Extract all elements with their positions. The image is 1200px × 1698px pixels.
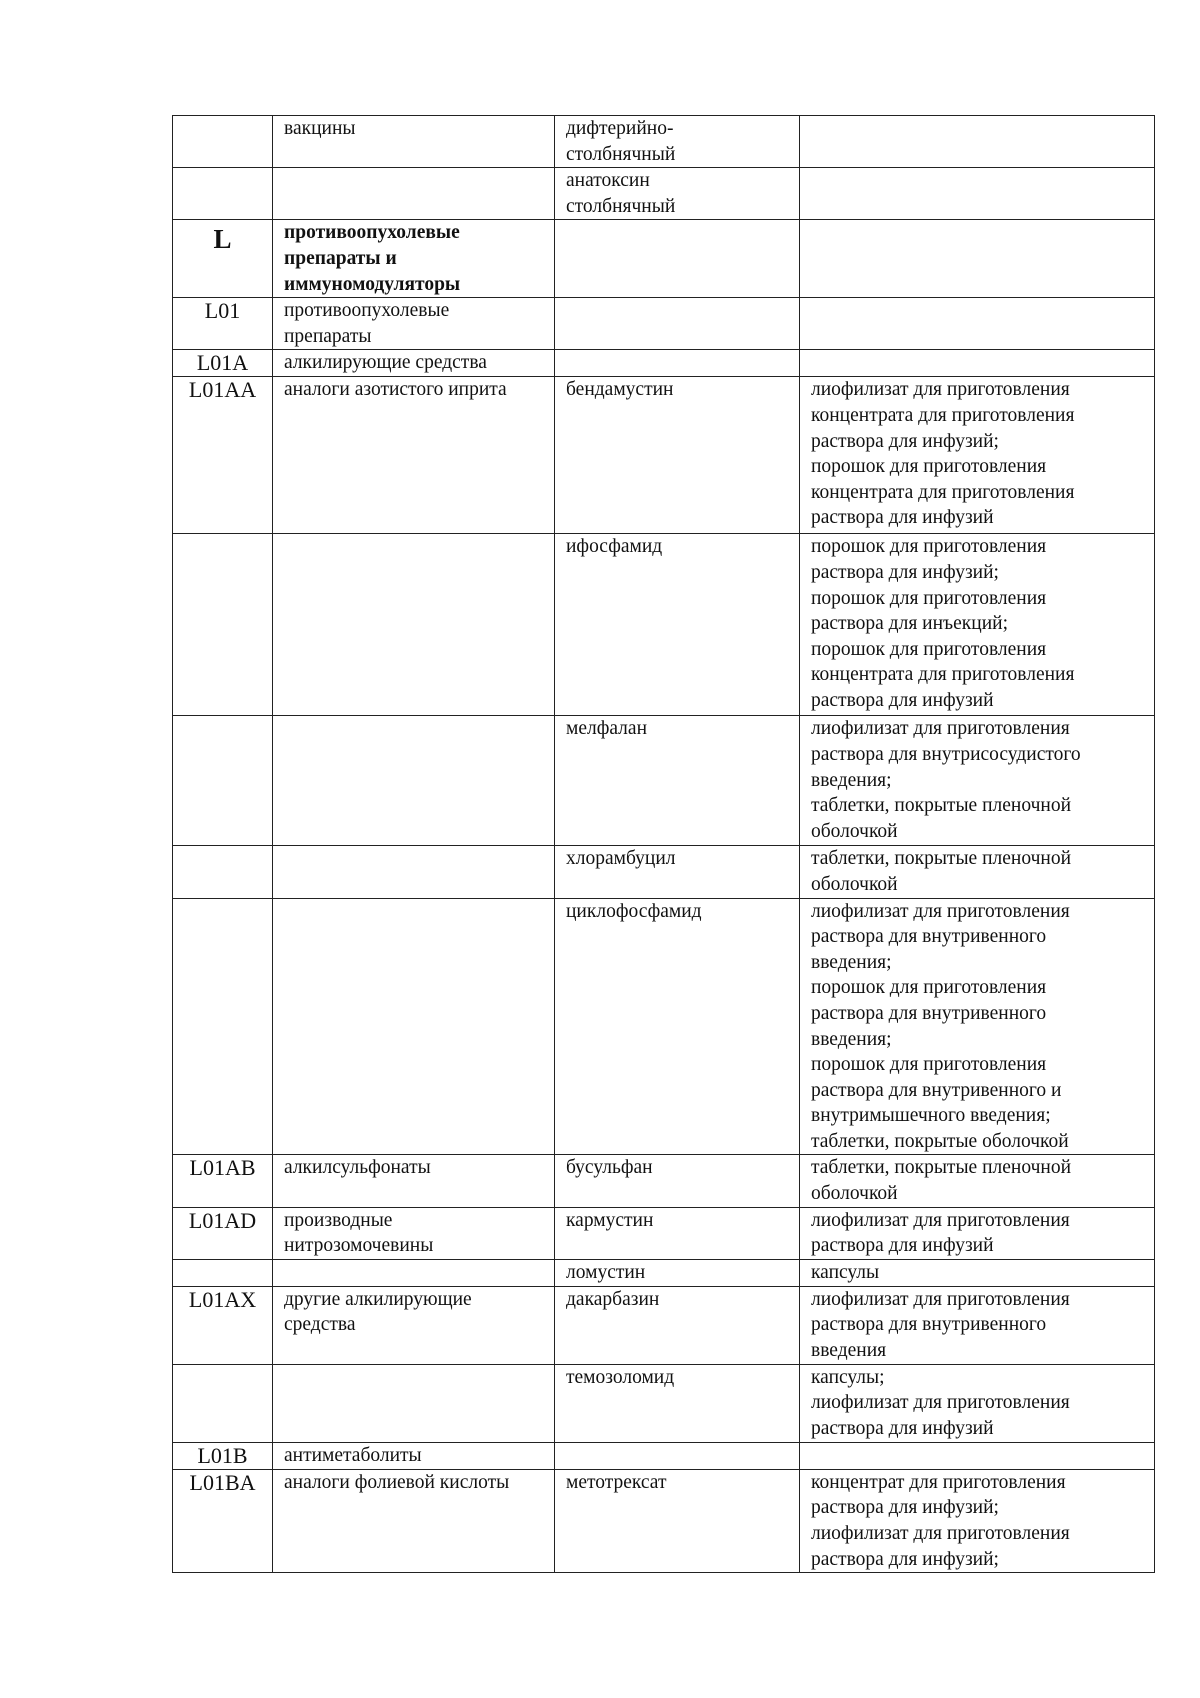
form-line: концентрат для приготовления — [811, 1471, 1066, 1493]
form-line: оболочкой — [811, 1183, 898, 1205]
group-name-cell — [273, 1207, 555, 1259]
dosage-form-cell — [800, 898, 1155, 1155]
form-line: лиофилизат для приготовления — [811, 718, 1070, 740]
group-name-cell — [273, 298, 555, 350]
group-line: препараты — [284, 325, 372, 347]
group-line: алкилсульфонаты — [284, 1157, 431, 1179]
group-line: иммуномодуляторы — [284, 273, 461, 295]
dosage-form-cell — [800, 116, 1155, 168]
substance-cell — [555, 1259, 800, 1286]
substance-line: дакарбазин — [566, 1288, 660, 1310]
group-line: аналоги азотистого иприта — [284, 379, 507, 401]
substance-cell — [555, 116, 800, 168]
form-line: порошок для приготовления — [811, 536, 1047, 558]
group-line: нитрозомочевины — [284, 1235, 434, 1257]
substance-line: ломустин — [566, 1261, 646, 1283]
substance-cell — [555, 1286, 800, 1364]
substance-line: ифосфамид — [566, 536, 663, 558]
dosage-form-cell — [800, 534, 1155, 716]
table-row — [173, 716, 1155, 846]
group-line: вакцины — [284, 118, 356, 139]
dosage-form-cell — [800, 716, 1155, 846]
form-line: лиофилизат для приготовления — [811, 379, 1070, 401]
atc-code: L01AA — [188, 377, 257, 403]
group-name-cell — [273, 350, 555, 377]
atc-code-cell — [173, 1469, 273, 1572]
form-line: раствора для внутривенного — [811, 1002, 1047, 1024]
substance-line: столбнячный — [566, 195, 676, 217]
dosage-form-cell — [800, 1364, 1155, 1442]
atc-code-cell — [173, 377, 273, 534]
form-line: раствора для внутривенного — [811, 926, 1047, 948]
group-name-cell — [273, 1155, 555, 1207]
substance-cell — [555, 846, 800, 898]
group-name-cell — [273, 1442, 555, 1469]
group-name-cell — [273, 716, 555, 846]
atc-code: L — [213, 224, 232, 255]
form-line: концентрата для приготовления — [811, 664, 1075, 686]
group-line: другие алкилирующие — [284, 1288, 472, 1310]
substance-line: анатоксин — [566, 170, 650, 192]
dosage-form-cell — [800, 298, 1155, 350]
substance-cell — [555, 716, 800, 846]
form-line: концентрата для приготовления — [811, 404, 1075, 426]
form-line: лиофилизат для приготовления — [811, 900, 1070, 922]
atc-code-cell — [173, 846, 273, 898]
form-line: оболочкой — [811, 873, 898, 895]
form-line: раствора для инфузий; — [811, 430, 999, 452]
substance-cell — [555, 1155, 800, 1207]
atc-code: L01B — [197, 1442, 248, 1468]
substance-line: бендамустин — [566, 379, 674, 401]
dosage-form-cell — [800, 1155, 1155, 1207]
group-name-cell — [273, 1286, 555, 1364]
table-row — [173, 898, 1155, 1155]
dosage-form-cell — [800, 1286, 1155, 1364]
atc-code-cell — [173, 1207, 273, 1259]
substance-cell — [555, 1469, 800, 1572]
table-row — [173, 116, 1155, 168]
form-line: раствора для инфузий — [811, 507, 994, 529]
group-name-cell — [273, 534, 555, 716]
atc-code-cell — [173, 350, 273, 377]
table-row — [173, 350, 1155, 377]
atc-code-cell — [173, 1259, 273, 1286]
form-line: лиофилизат для приготовления — [811, 1209, 1070, 1231]
substance-line: дифтерийно- — [566, 118, 674, 139]
form-line: введения; — [811, 951, 892, 973]
substance-cell — [555, 1207, 800, 1259]
dosage-form-cell — [800, 377, 1155, 534]
form-line: внутримышечного введения; — [811, 1105, 1051, 1127]
substance-line: кармустин — [566, 1209, 654, 1231]
table-row — [173, 220, 1155, 298]
form-line: таблетки, покрытые пленочной — [811, 795, 1072, 817]
group-line: препараты и — [284, 247, 397, 269]
dosage-form-cell — [800, 1207, 1155, 1259]
table-row — [173, 1207, 1155, 1259]
atc-code: L01 — [204, 298, 241, 324]
substance-cell — [555, 1364, 800, 1442]
form-line: оболочкой — [811, 820, 898, 842]
dosage-form-cell — [800, 1259, 1155, 1286]
substance-line: столбнячный — [566, 143, 676, 165]
form-line: лиофилизат для приготовления — [811, 1392, 1070, 1414]
substance-line: темозоломид — [566, 1366, 675, 1388]
dosage-form-cell — [800, 168, 1155, 220]
atc-code-cell — [173, 298, 273, 350]
group-name-cell — [273, 220, 555, 298]
atc-code-cell — [173, 116, 273, 168]
substance-line: бусульфан — [566, 1157, 653, 1179]
group-name-cell — [273, 377, 555, 534]
table-body — [173, 116, 1155, 1573]
group-name-cell — [273, 846, 555, 898]
atc-code-cell — [173, 716, 273, 846]
table-row — [173, 377, 1155, 534]
substance-line: циклофосфамид — [566, 900, 702, 922]
form-line: раствора для инфузий; — [811, 1548, 999, 1570]
substance-line: мелфалан — [566, 718, 648, 740]
form-line: раствора для инфузий; — [811, 1497, 999, 1519]
form-line: таблетки, покрытые пленочной — [811, 1157, 1072, 1179]
form-line: порошок для приготовления — [811, 1054, 1047, 1076]
form-line: порошок для приготовления — [811, 638, 1047, 660]
table-row — [173, 1364, 1155, 1442]
atc-code-cell — [173, 534, 273, 716]
dosage-form-cell — [800, 1469, 1155, 1572]
group-name-cell — [273, 898, 555, 1155]
form-line: таблетки, покрытые пленочной — [811, 848, 1072, 870]
form-line: раствора для внутривенного — [811, 1314, 1047, 1336]
group-name-cell — [273, 116, 555, 168]
substance-cell — [555, 298, 800, 350]
form-line: раствора для внутрисосудистого — [811, 743, 1081, 765]
group-name-cell — [273, 168, 555, 220]
form-line: лиофилизат для приготовления — [811, 1523, 1070, 1545]
atc-code: L01AX — [188, 1286, 257, 1312]
group-name-cell — [273, 1469, 555, 1572]
atc-code-cell — [173, 1442, 273, 1469]
group-line: средства — [284, 1314, 356, 1336]
form-line: раствора для инфузий; — [811, 561, 999, 583]
atc-code: L01AD — [188, 1207, 257, 1233]
atc-code-cell — [173, 1155, 273, 1207]
group-name-cell — [273, 1259, 555, 1286]
form-line: капсулы — [811, 1261, 880, 1283]
form-line: раствора для инфузий — [811, 1418, 994, 1440]
table-row — [173, 1469, 1155, 1572]
substance-line: хлорамбуцил — [566, 848, 676, 870]
form-line: раствора для внутривенного и — [811, 1079, 1062, 1101]
atc-code-cell — [173, 898, 273, 1155]
substance-cell — [555, 898, 800, 1155]
form-line: раствора для инъекций; — [811, 613, 1008, 635]
dosage-form-cell — [800, 350, 1155, 377]
form-line: раствора для инфузий — [811, 1235, 994, 1257]
group-line: алкилирующие средства — [284, 352, 487, 374]
form-line: концентрата для приготовления — [811, 481, 1075, 503]
substance-line: метотрексат — [566, 1471, 667, 1493]
form-line: порошок для приготовления — [811, 977, 1047, 999]
dosage-form-cell — [800, 846, 1155, 898]
group-line: производные — [284, 1209, 393, 1231]
form-line: таблетки, покрытые оболочкой — [811, 1130, 1069, 1152]
substance-cell — [555, 377, 800, 534]
group-name-cell — [273, 1364, 555, 1442]
atc-code-cell — [173, 220, 273, 298]
group-line: антиметаболиты — [284, 1444, 422, 1466]
dosage-form-cell — [800, 1442, 1155, 1469]
form-line: введения; — [811, 1028, 892, 1050]
group-line: противоопухолевые — [284, 300, 450, 322]
table-row — [173, 1286, 1155, 1364]
table-row — [173, 298, 1155, 350]
group-line: противоопухолевые — [284, 222, 460, 244]
table-row — [173, 168, 1155, 220]
table-row — [173, 1442, 1155, 1469]
group-line: аналоги фолиевой кислоты — [284, 1471, 510, 1493]
atc-code: L01AB — [189, 1155, 256, 1181]
substance-cell — [555, 534, 800, 716]
atc-code-cell — [173, 1364, 273, 1442]
substance-cell — [555, 220, 800, 298]
substance-cell — [555, 1442, 800, 1469]
table-row — [173, 846, 1155, 898]
form-line: лиофилизат для приготовления — [811, 1288, 1070, 1310]
table-row — [173, 534, 1155, 716]
atc-code: L01A — [196, 350, 249, 376]
table-row — [173, 1155, 1155, 1207]
substance-cell — [555, 168, 800, 220]
form-line: капсулы; — [811, 1366, 885, 1388]
form-line: порошок для приготовления — [811, 587, 1047, 609]
atc-code-cell — [173, 1286, 273, 1364]
drug-classification-table — [172, 115, 1155, 1573]
substance-cell — [555, 350, 800, 377]
atc-code-cell — [173, 168, 273, 220]
form-line: раствора для инфузий — [811, 689, 994, 711]
table-row — [173, 1259, 1155, 1286]
atc-code: L01BA — [189, 1469, 256, 1495]
form-line: введения — [811, 1340, 887, 1362]
form-line: введения; — [811, 769, 892, 791]
form-line: порошок для приготовления — [811, 456, 1047, 478]
dosage-form-cell — [800, 220, 1155, 298]
